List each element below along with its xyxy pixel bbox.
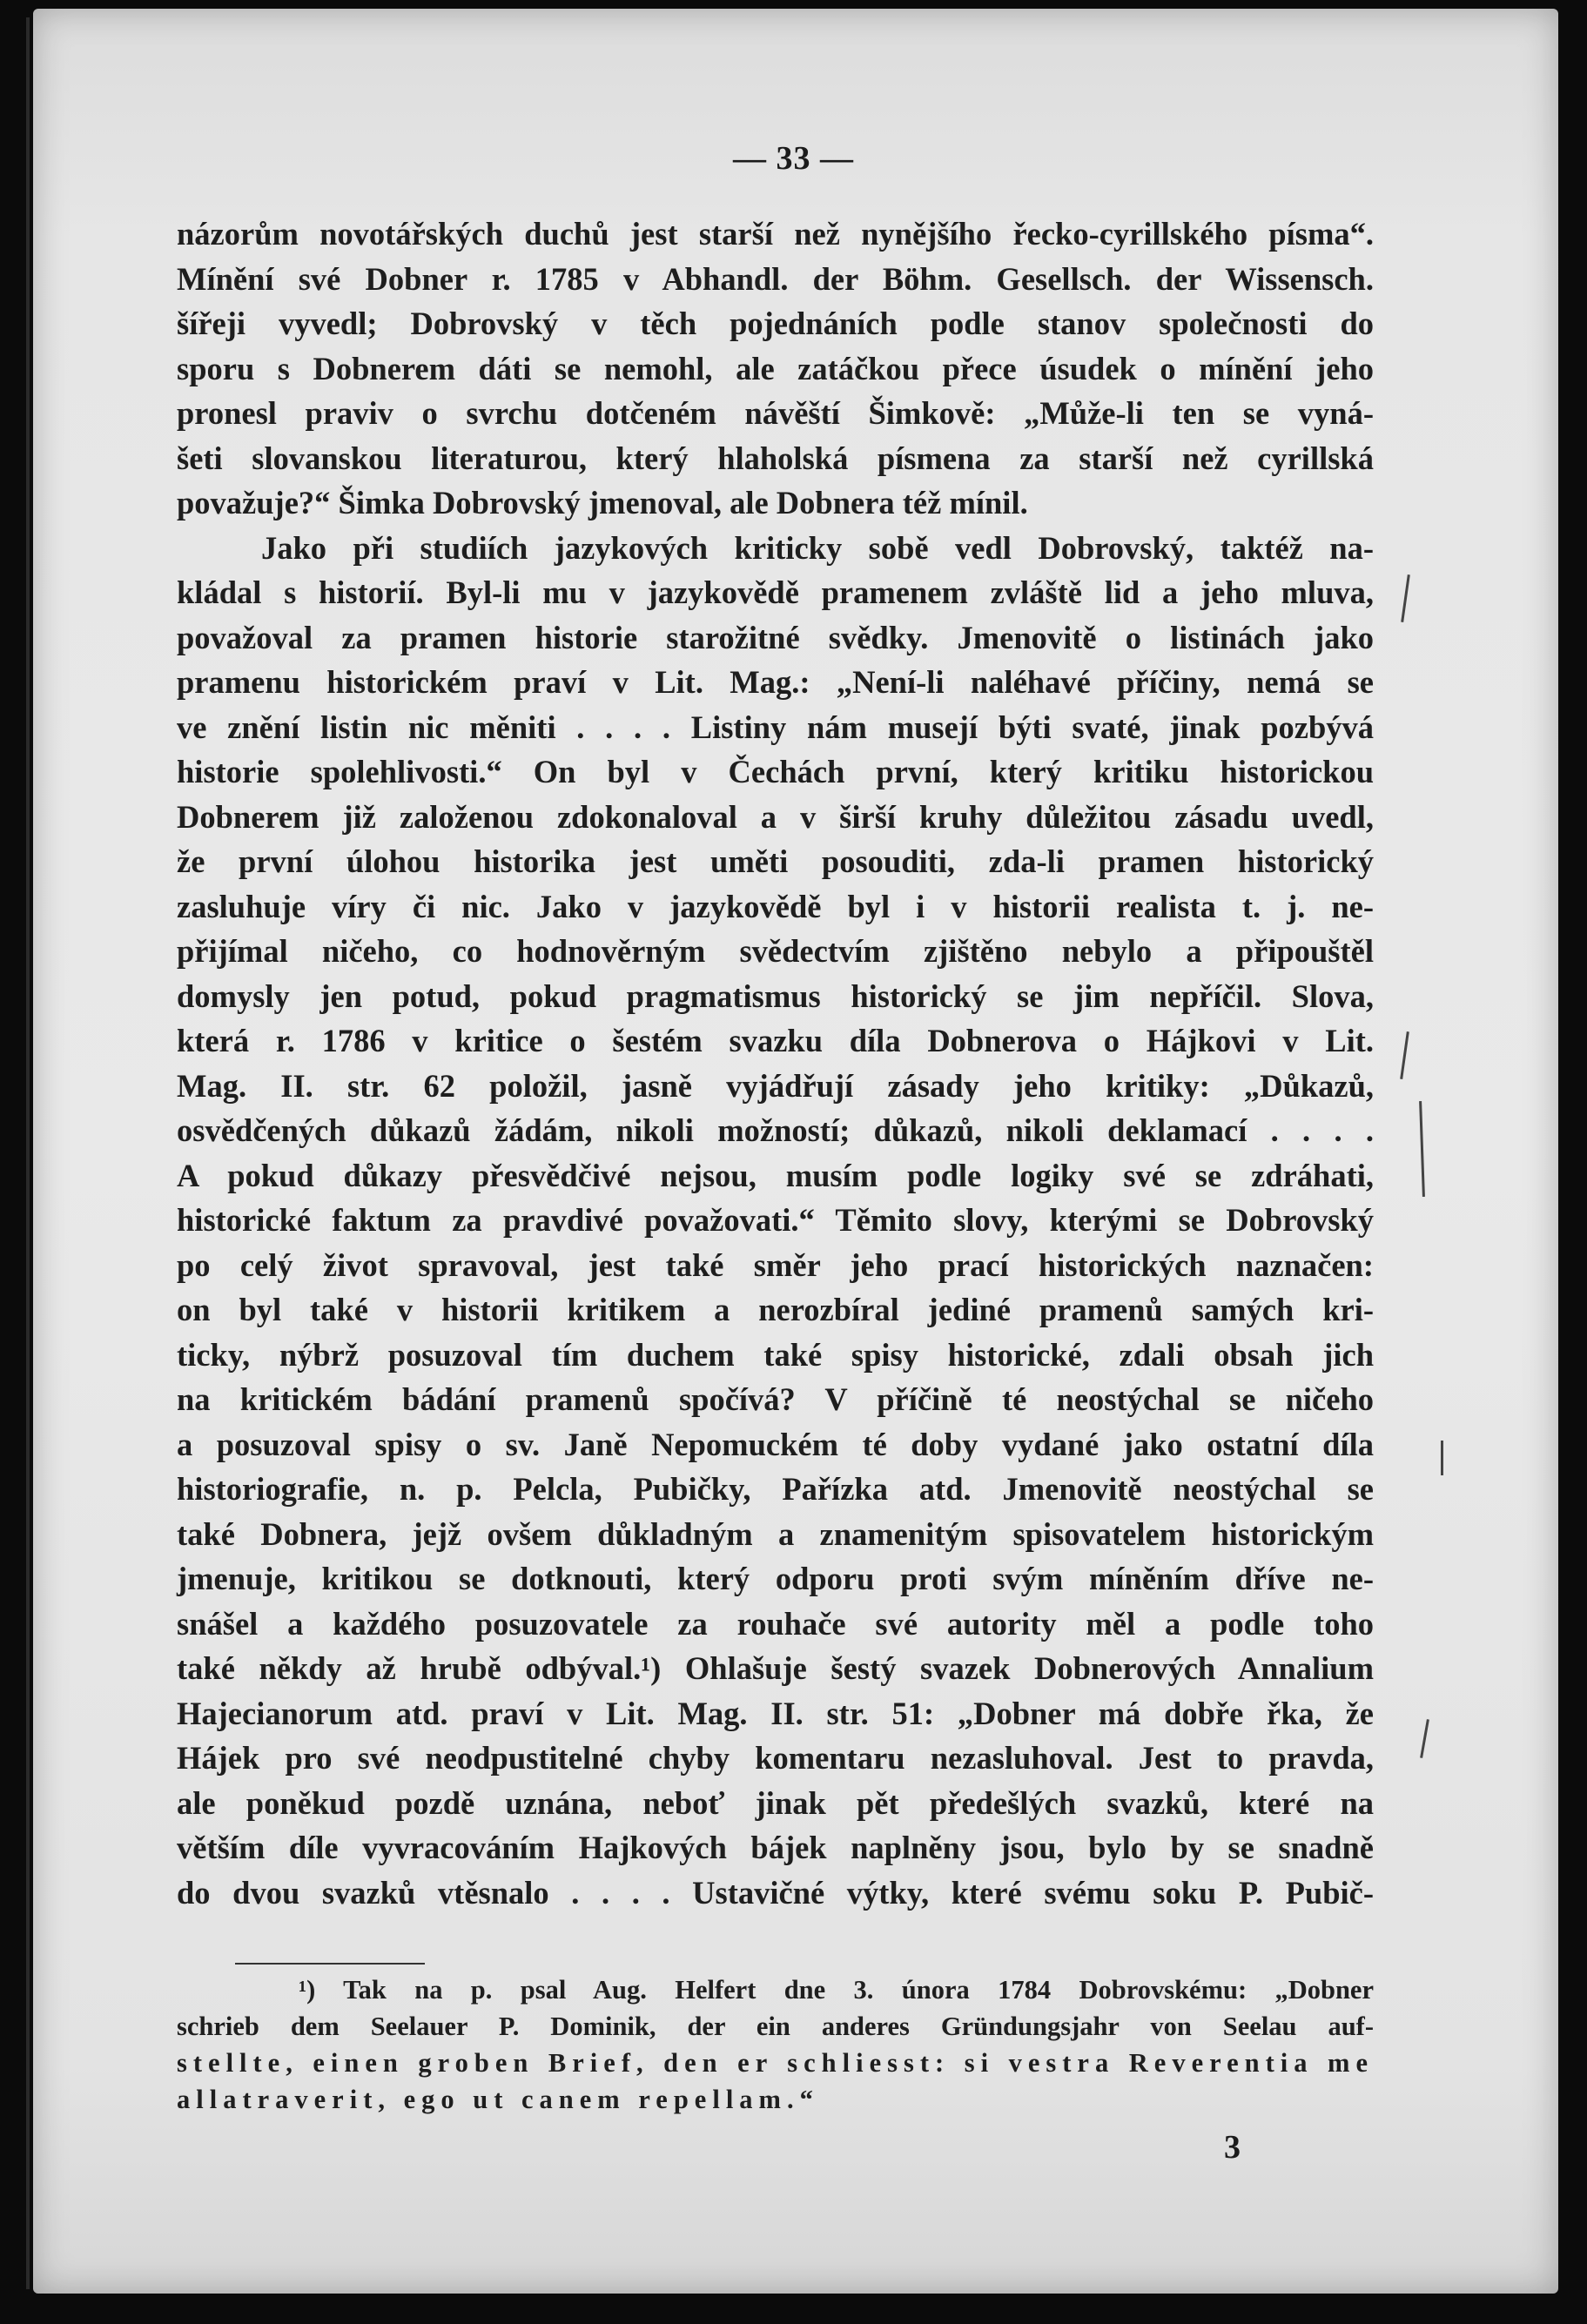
footnote-separator [235, 1963, 425, 1965]
text-line-paragraph-start: Jako při studiích jazykových kriticky sobě vedl Dobrovský, taktéž na- [261, 529, 1374, 566]
text-line: Dobnerem již založenou zdokonaloval a v širší kruhy důležitou zásadu uvedl, [177, 798, 1374, 835]
text-line: jmenuje, kritikou se dotknouti, který odporu proti svým míněním dříve ne- [177, 1561, 1374, 1596]
text-line: považuje?“ Šimka Dobrovský jmenoval, ale Dobnera též mínil. [177, 485, 1028, 521]
binding-edge [26, 17, 30, 2289]
text-line: Hájek pro své neodpustitelné chyby komentaru nezasluhoval. Jest to pravda, [177, 1740, 1374, 1776]
text-line: zasluhuje víry či nic. Jako v jazykovědě byl i v historii realista t. j. ne- [177, 888, 1374, 924]
text-line: ticky, nýbrž posuzoval tím duchem také spisy historické, zdali obsah jich [177, 1336, 1374, 1373]
text-line: domysly jen potud, pokud pragmatismus historický se jim nepříčil. Slova, [177, 977, 1374, 1014]
text-line: větším díle vyvracováním Hajkových bájek naplněny jsou, bylo by se snadně [177, 1830, 1374, 1865]
text-line: která r. 1786 v kritice o šestém svazku díla Dobnerova o Hájkovi v Lit. [177, 1023, 1374, 1058]
text-line: názorům novotářských duchů jest starší než nynějšího řecko-cyrillského písma“. [177, 216, 1374, 252]
text-line: také Dobnera, jejž ovšem důkladným a znamenitým spisovatelem historickým [177, 1515, 1374, 1552]
text-line: historiografie, n. p. Pelcla, Pubičky, Pařízka atd. Jmenovitě neostýchal se [177, 1471, 1374, 1507]
page-number-header: — 33 — [733, 140, 854, 177]
text-line: do dvou svazků vtěsnalo . . . . Ustavičné výtky, které svému soku P. Pubič- [177, 1874, 1374, 1911]
text-line: pronesl praviv o svrchu dotčeném návěští Šimkově: „Může-li ten se vyná- [177, 395, 1374, 431]
text-line: ale poněkud pozdě uznána, neboť jinak pět předešlých svazků, které na [177, 1784, 1374, 1821]
text-line: také někdy až hrubě odbýval.¹) Ohlašuje šestý svazek Dobnerových Annalium [177, 1650, 1374, 1686]
text-line: ve znění listin nic měniti . . . . Listiny nám musejí býti svaté, jinak pozbývá [177, 709, 1374, 745]
text-line: kládal s historií. Byl-li mu v jazykovědě pramenem zvláště lid a jeho mluva, [177, 574, 1374, 610]
text-line: přijímal ničeho, co hodnověrným svědectvím zjištěno nebylo a připouštěl [177, 933, 1374, 969]
text-line: Mag. II. str. 62 položil, jasně vyjádřují zásady jeho kritiky: „Důkazů, [177, 1067, 1374, 1104]
text-line: šeti slovanskou literaturou, který hlaholská písmena za starší než cyrillská [177, 440, 1374, 476]
text-line: pramenu historickém praví v Lit. Mag.: „Není-li naléhavé příčiny, nemá se [177, 664, 1374, 700]
text-line: snášel a každého posuzovatele za rouhače své autority měl a podle toho [177, 1605, 1374, 1642]
text-line: Mínění své Dobner r. 1785 v Abhandl. der Böhm. Gesellsch. der Wissensch. [177, 260, 1374, 297]
text-line: A pokud důkazy přesvědčivé nejsou, musím podle logiky své se zdráhati, [177, 1157, 1374, 1193]
signature-mark: 3 [1224, 2129, 1241, 2166]
text-line: a posuzoval spisy o sv. Janě Nepomuckém té doby vydané jako ostatní díla [177, 1426, 1374, 1462]
text-line: osvědčených důkazů žádám, nikoli možností; důkazů, nikoli deklamací . . . . [177, 1112, 1374, 1148]
text-line: historie spolehlivosti.“ On byl v Čechách první, který kritiku historickou [177, 754, 1374, 789]
text-line: on byl také v historii kritikem a nerozbíral jediné pramenů samých kri- [177, 1292, 1374, 1327]
text-line: historické faktum za pravdivé považovati.“ Těmito slovy, kterými se Dobrovský [177, 1202, 1374, 1238]
footnote-line: allatraverit, ego ut canem repellam.“ [177, 2085, 819, 2114]
footnote-line: ¹) Tak na p. psal Aug. Helfert dne 3. února 1784 Dobrovskému: „Dobner [299, 1975, 1374, 2005]
footnote-line: stellte, einen groben Brief, den er schliesst: si vestra Reverentia me [177, 2048, 1374, 2078]
text-line: považoval za pramen historie starožitné svědky. Jmenovitě o listinách jako [177, 619, 1374, 655]
text-line: sporu s Dobnerem dáti se nemohl, ale zatáčkou přece úsudek o mínění jeho [177, 350, 1374, 386]
text-line: šířeji vyvedl; Dobrovský v těch pojednáních podle stanov společnosti do [177, 306, 1374, 341]
footnote-block [177, 1971, 1374, 2118]
text-line: Hajecianorum atd. praví v Lit. Mag. II. str. 51: „Dobner má dobře řka, že [177, 1695, 1374, 1731]
main-text-block [177, 212, 1374, 1915]
text-line: že první úlohou historika jest uměti posouditi, zda-li pramen historický [177, 843, 1374, 879]
text-line: po celý život spravoval, jest také směr jeho prací historických naznačen: [177, 1246, 1374, 1283]
text-line: na kritickém bádání pramenů spočívá? V příčině té neostýchal se ničeho [177, 1381, 1374, 1417]
margin-pencil-mark [1441, 1441, 1443, 1475]
footnote-line: schrieb dem Seelauer P. Dominik, der ein anderes Gründungsjahr von Seelau auf- [177, 2012, 1374, 2041]
